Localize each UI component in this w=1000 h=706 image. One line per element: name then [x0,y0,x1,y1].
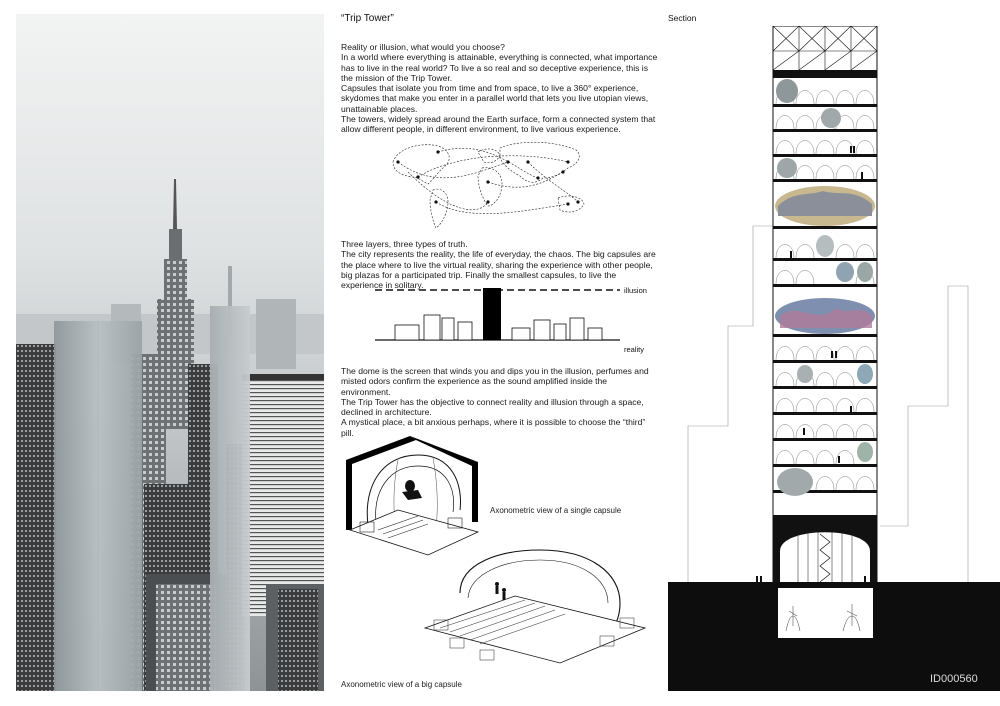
layers-paragraph: The city represents the reality, the life of everyday, the chaos. The big capsules are the place where to live the virtual reality, sharing the experience with other people, big plazas for a participated trip. Finally the smallest capsules, to live the experience in solitary. [341,249,656,291]
lower-hall-arch [780,532,870,582]
dome-paragraph-3: A mystical place, a bit anxious perhaps, where it is possible to choose the “third” pill. [341,417,646,438]
single-capsule-caption: Axonometric view of a single capsule [490,506,622,515]
section-title: Section [668,13,697,23]
left-context-outline [688,226,773,586]
single-capsule-drawing [338,430,488,565]
tower-section-drawing [668,26,1000,691]
intro-text [341,42,659,135]
intro-question: Reality or illusion, what would you choose? [341,42,505,52]
intro-paragraph-1: In a world where everything is attainable, everything is connected, what importance has to live in the real world? To live a so real and so deceptive experience, this is the mission of the Trip Tower. [341,52,658,83]
layers-diagram [370,280,660,360]
intro-paragraph-3: The towers, widely spread around the Earth surface, form a connected system that allow different people, in different environment, to live various experience. [341,114,656,135]
tower-bar [483,288,501,340]
dome-text [341,366,659,438]
project-title: “Trip Tower” [341,13,394,24]
world-map-diagram [378,132,608,237]
big-capsule-caption: Axonometric view of a big capsule [341,680,462,689]
big-capsule-drawing [420,548,650,673]
right-context-outline [880,286,968,586]
intro-paragraph-2: Capsules that isolate you from time and from space, to live a 360° experience, skydomes that make you enter in a parallel world that lets you live utopian views, unattainable places. [341,83,649,114]
reality-label: reality [624,345,645,354]
id-code: ID000560 [930,673,978,685]
dome-paragraph-2: The Trip Tower has the objective to connect reality and illusion through a space, declined in architecture. [341,396,644,418]
illusion-label: illusion [624,286,647,295]
layers-heading: Three layers, three types of truth. [341,239,468,249]
dome-paragraph-1: The dome is the screen that winds you and dips you in the illusion, perfumes and misted odors confirm the experience as the sound amplified inside the environment. [341,366,649,397]
city-photo [16,14,324,691]
city-skyline-illustration [16,14,324,691]
